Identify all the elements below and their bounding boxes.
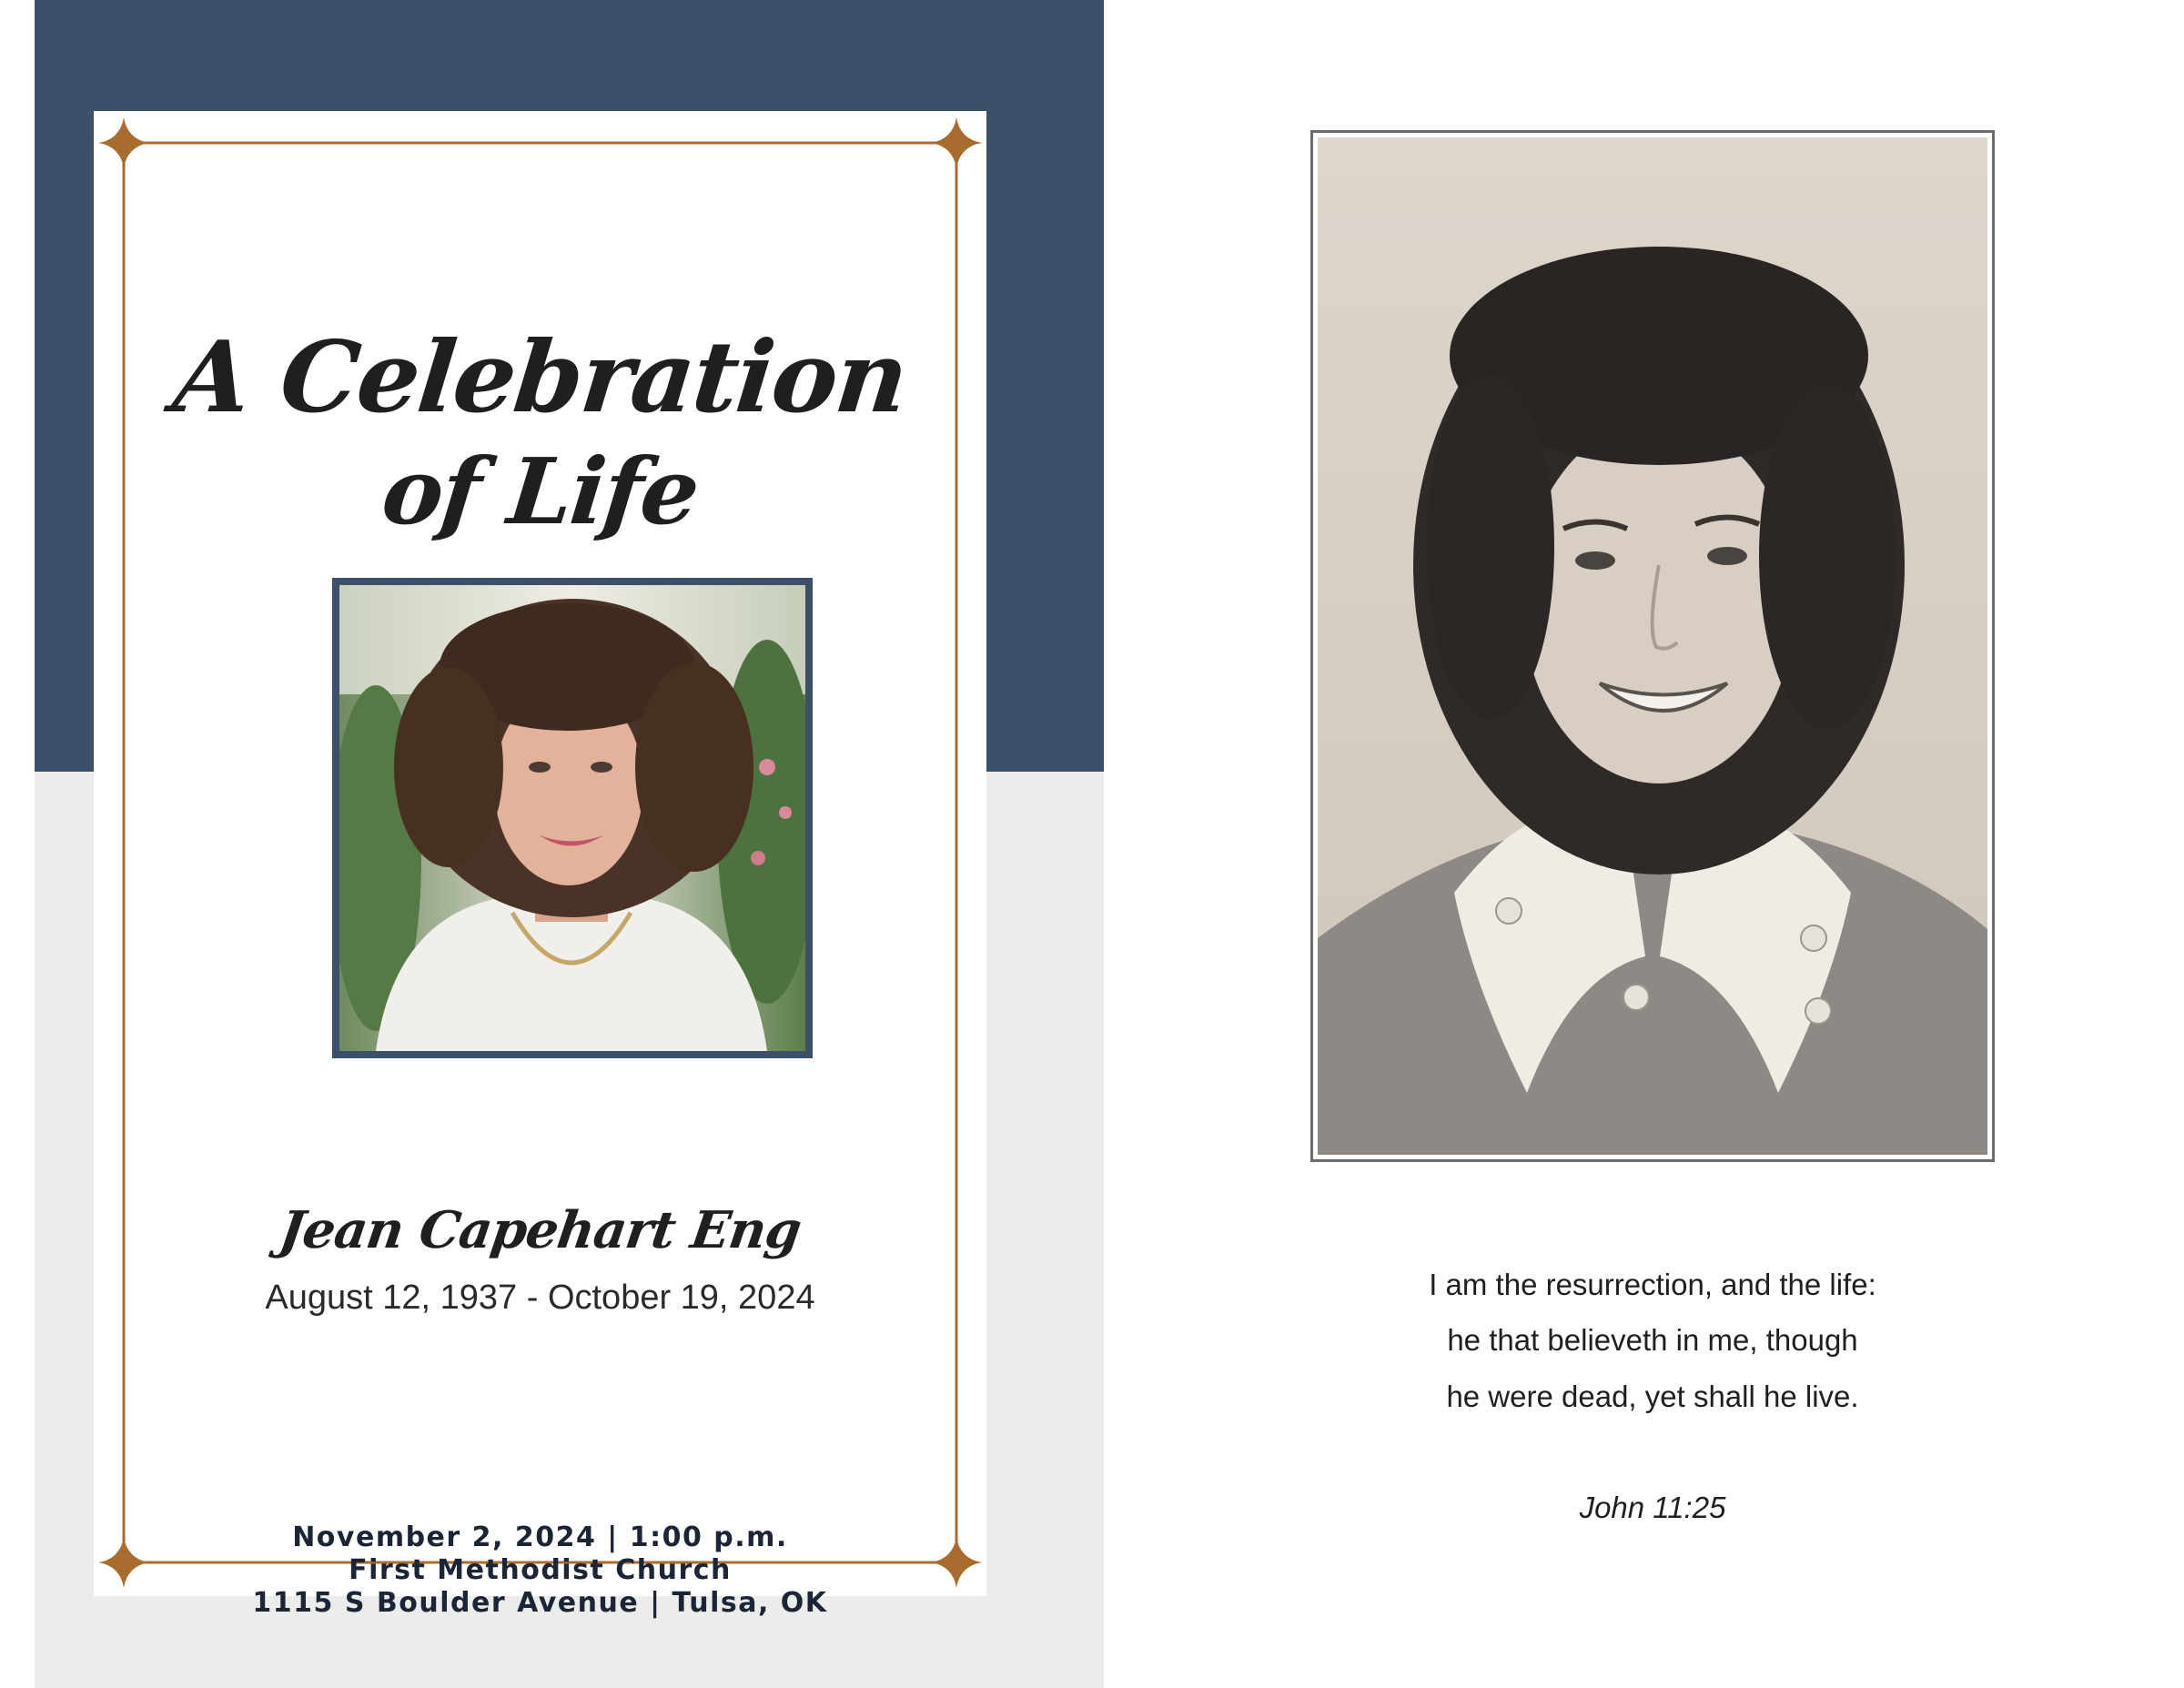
title-line-1: A Celebration [168, 320, 912, 435]
title-line-2: of Life [377, 438, 703, 545]
portrait-photo [332, 578, 813, 1058]
service-datetime: November 2, 2024 | 1:00 p.m. [292, 1521, 788, 1553]
verse-line-2: he that believeth in me, though [1447, 1323, 1858, 1357]
verse-line-1: I am the resurrection, and the life: [1429, 1268, 1876, 1301]
vintage-portrait-image [1318, 137, 1987, 1155]
program-card [94, 111, 986, 1619]
corner-star-icon [931, 117, 982, 168]
portrait-image [339, 585, 805, 1051]
verse-line-3: he were dead, yet shall he live. [1446, 1380, 1859, 1413]
life-dates: August 12, 1937 - October 19, 2024 [265, 1279, 815, 1317]
vintage-photo-frame [1310, 130, 1995, 1162]
front-cover-panel [35, 0, 1104, 1688]
service-place: First Methodist Church [349, 1554, 732, 1586]
corner-star-icon [98, 117, 149, 168]
deceased-name: Jean Capehart Eng [276, 1200, 804, 1260]
service-address: 1115 S Boulder Avenue | Tulsa, OK [252, 1587, 828, 1619]
verse-citation: John 11:25 [1579, 1491, 1726, 1524]
